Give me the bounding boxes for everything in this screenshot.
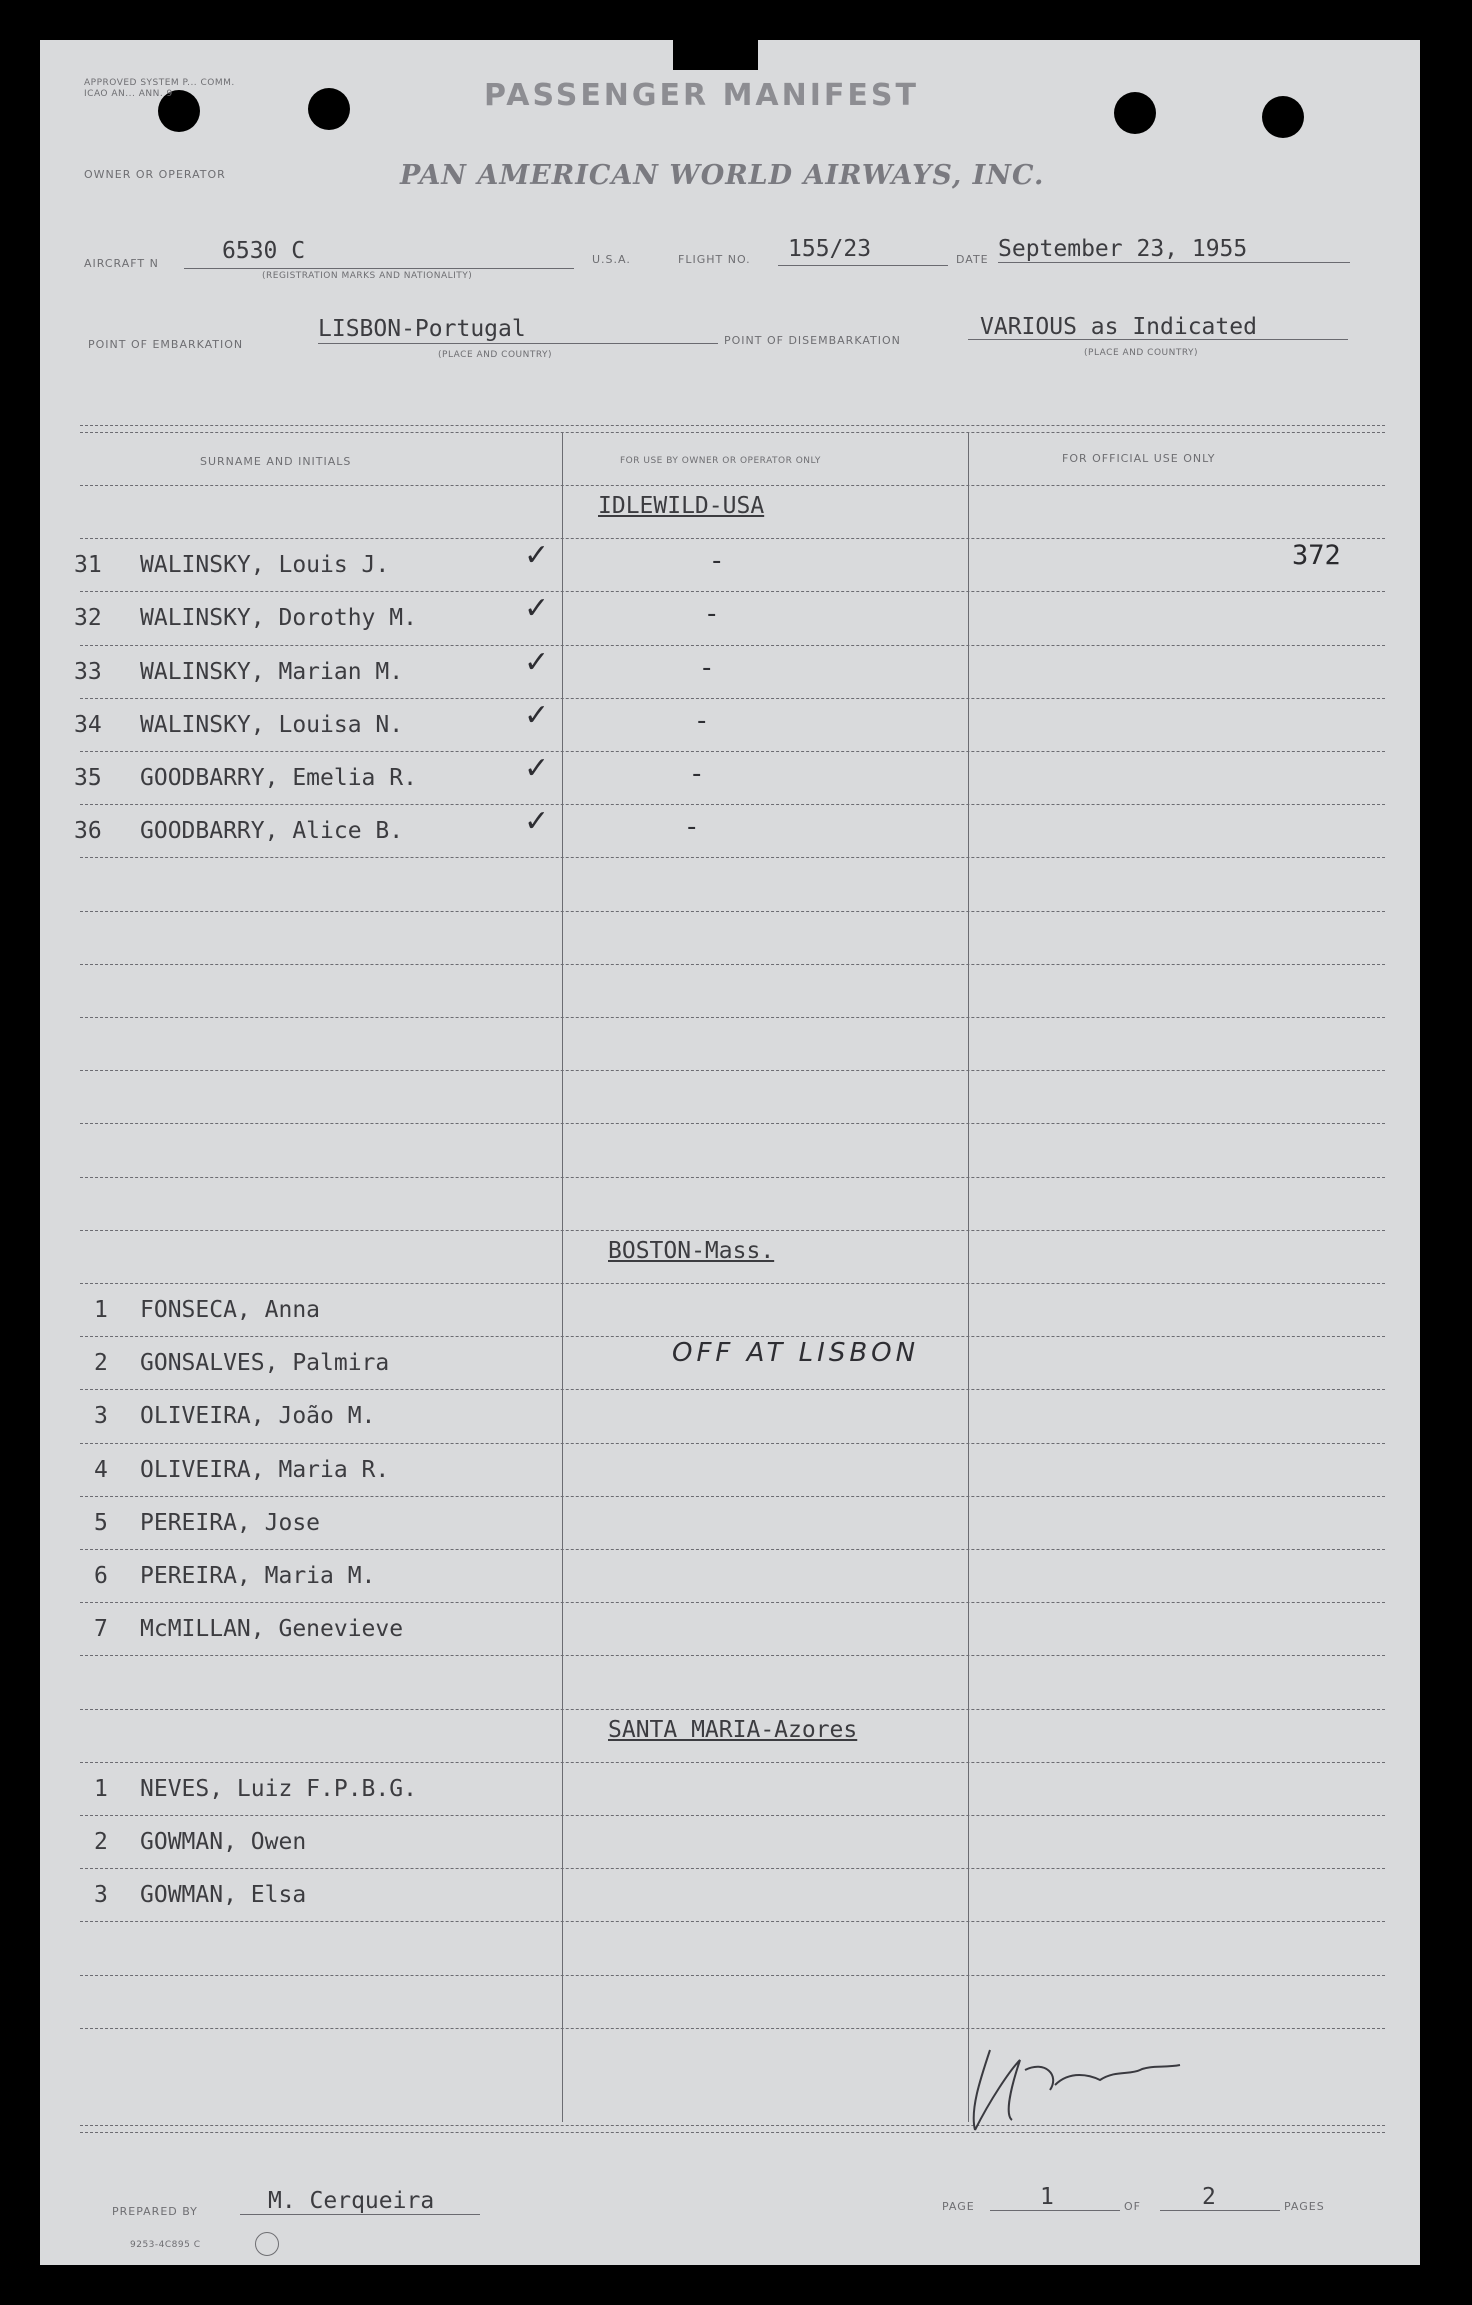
destination-heading: SANTA MARIA-Azores (608, 1717, 858, 1743)
punch-hole (308, 88, 350, 130)
ruled-line (80, 804, 1385, 805)
ruled-line (80, 1017, 1385, 1018)
ruled-line (80, 485, 1385, 486)
checkmark-icon: ✓ (524, 751, 550, 786)
form-number: 9253-4C895 C (130, 2240, 201, 2250)
ruled-line (80, 1709, 1385, 1710)
disembarkation-label: POINT OF DISEMBARKATION (724, 334, 901, 347)
usa-label: U.S.A. (592, 253, 631, 266)
passenger-number: 34 (74, 712, 102, 738)
ruled-line (80, 1921, 1385, 1922)
ruled-line (80, 538, 1385, 539)
punch-hole (1114, 92, 1156, 134)
passenger-name: PEREIRA, Maria M. (140, 1563, 376, 1589)
disembarkation-value: VARIOUS as Indicated (980, 314, 1257, 340)
passenger-number: 3 (94, 1403, 108, 1429)
dash-mark: - (707, 599, 717, 629)
passenger-number: 35 (74, 765, 102, 791)
page-underline (990, 2210, 1120, 2211)
ruled-line (80, 1070, 1385, 1071)
flight-label: FLIGHT NO. (678, 253, 751, 266)
passenger-name: WALINSKY, Louisa N. (140, 712, 404, 738)
dash-mark: - (697, 706, 707, 736)
of-underline (1160, 2210, 1280, 2211)
ruled-line (80, 591, 1385, 592)
ruled-line (80, 911, 1385, 912)
passenger-number: 1 (94, 1776, 108, 1802)
pages-label: PAGES (1284, 2200, 1325, 2213)
manifest-sheet (40, 40, 1420, 2265)
passenger-number: 5 (94, 1510, 108, 1536)
page-title: PASSENGER MANIFEST (484, 78, 919, 113)
passenger-name: WALINSKY, Marian M. (140, 659, 404, 685)
ruled-line (80, 1868, 1385, 1869)
handwritten-note: OFF AT LISBON (672, 1338, 920, 1368)
checkmark-icon: ✓ (524, 698, 550, 733)
date-label: DATE (956, 253, 989, 266)
passenger-number: 31 (74, 552, 102, 578)
ruled-line (80, 1336, 1385, 1337)
disembark-place-caption: (PLACE AND COUNTRY) (1084, 348, 1199, 358)
date-underline (998, 262, 1350, 263)
paper-notch (673, 36, 758, 70)
passenger-name: GOODBARRY, Alice B. (140, 818, 404, 844)
ruled-line (80, 645, 1385, 646)
aircraft-value: 6530 C (222, 238, 306, 264)
passenger-number: 7 (94, 1616, 108, 1642)
airline-name: PAN AMERICAN WORLD AIRWAYS, INC. (400, 160, 1045, 191)
flight-value: 155/23 (788, 236, 872, 262)
checkmark-icon: ✓ (524, 804, 550, 839)
punch-hole (1262, 96, 1304, 138)
ruled-line (80, 1815, 1385, 1816)
ruled-line (80, 1283, 1385, 1284)
passenger-name: OLIVEIRA, João M. (140, 1403, 376, 1429)
ruled-line (80, 1655, 1385, 1656)
column-header-operator: FOR USE BY OWNER OR OPERATOR ONLY (620, 456, 821, 466)
owner-label: OWNER OR OPERATOR (84, 168, 226, 181)
of-label: OF (1124, 2200, 1141, 2213)
prepared-label: PREPARED BY (112, 2205, 198, 2218)
signature-mark (950, 2030, 1250, 2140)
passenger-name: FONSECA, Anna (140, 1297, 321, 1323)
ruled-line (80, 2028, 1385, 2029)
registration-caption: (REGISTRATION MARKS AND NATIONALITY) (262, 271, 473, 281)
ruled-line (80, 1443, 1385, 1444)
approval-stamp: APPROVED SYSTEM P... COMM. ICAO AN... ANN. 9 (84, 78, 235, 99)
passenger-number: 2 (94, 1350, 108, 1376)
passenger-number: 1 (94, 1297, 108, 1323)
prepared-underline (240, 2214, 480, 2215)
passenger-name: GOODBARRY, Emelia R. (140, 765, 417, 791)
embarkation-label: POINT OF EMBARKATION (88, 338, 244, 351)
ruled-line (80, 1496, 1385, 1497)
ruled-line (80, 1975, 1385, 1976)
destination-heading: IDLEWILD-USA (598, 493, 765, 519)
embark-place-caption: (PLACE AND COUNTRY) (438, 350, 553, 360)
passenger-number: 33 (74, 659, 102, 685)
dash-mark: - (702, 653, 712, 683)
prepared-value: M. Cerqueira (268, 2188, 435, 2214)
ruled-line (80, 1389, 1385, 1390)
passenger-number: 2 (94, 1829, 108, 1855)
date-value: September 23, 1955 (998, 236, 1248, 262)
aircraft-label: AIRCRAFT N (84, 257, 159, 270)
official-number: 372 (1292, 540, 1341, 571)
table-top-rule (80, 425, 1385, 426)
passenger-name: GOWMAN, Owen (140, 1829, 307, 1855)
embarkation-value: LISBON-Portugal (318, 316, 526, 342)
ruled-line (80, 1123, 1385, 1124)
ruled-line (80, 751, 1385, 752)
passenger-name: GOWMAN, Elsa (140, 1882, 307, 1908)
page-value: 1 (1040, 2184, 1054, 2210)
passenger-name: WALINSKY, Dorothy M. (140, 605, 417, 631)
checkmark-icon: ✓ (524, 591, 550, 626)
checkmark-icon: ✓ (524, 538, 550, 573)
page-label: PAGE (942, 2200, 975, 2213)
table-top-rule (80, 432, 1385, 433)
passenger-name: McMILLAN, Genevieve (140, 1616, 404, 1642)
dash-mark: - (692, 759, 702, 789)
ruled-line (80, 1762, 1385, 1763)
destination-heading: BOSTON-Mass. (608, 1238, 775, 1264)
column-header-surname: SURNAME AND INITIALS (200, 455, 352, 468)
passenger-number: 3 (94, 1882, 108, 1908)
passenger-name: WALINSKY, Louis J. (140, 552, 390, 578)
aircraft-underline (184, 268, 574, 269)
dash-mark: - (712, 546, 722, 576)
checkmark-icon: ✓ (524, 645, 550, 680)
flight-underline (778, 265, 948, 266)
passenger-number: 6 (94, 1563, 108, 1589)
passenger-name: PEREIRA, Jose (140, 1510, 321, 1536)
ruled-line (80, 698, 1385, 699)
ruled-line (80, 857, 1385, 858)
of-value: 2 (1202, 2184, 1216, 2210)
passenger-name: GONSALVES, Palmira (140, 1350, 390, 1376)
passenger-name: NEVES, Luiz F.P.B.G. (140, 1776, 417, 1802)
dash-mark: - (687, 812, 697, 842)
ruled-line (80, 1602, 1385, 1603)
ruled-line (80, 1549, 1385, 1550)
passenger-number: 36 (74, 818, 102, 844)
column-header-official: FOR OFFICIAL USE ONLY (1062, 452, 1216, 465)
ruled-line (80, 964, 1385, 965)
passenger-name: OLIVEIRA, Maria R. (140, 1457, 390, 1483)
union-label-icon (255, 2232, 279, 2256)
ruled-line (80, 1177, 1385, 1178)
passenger-number: 4 (94, 1457, 108, 1483)
passenger-number: 32 (74, 605, 102, 631)
embarkation-underline (318, 343, 718, 344)
ruled-line (80, 1230, 1385, 1231)
